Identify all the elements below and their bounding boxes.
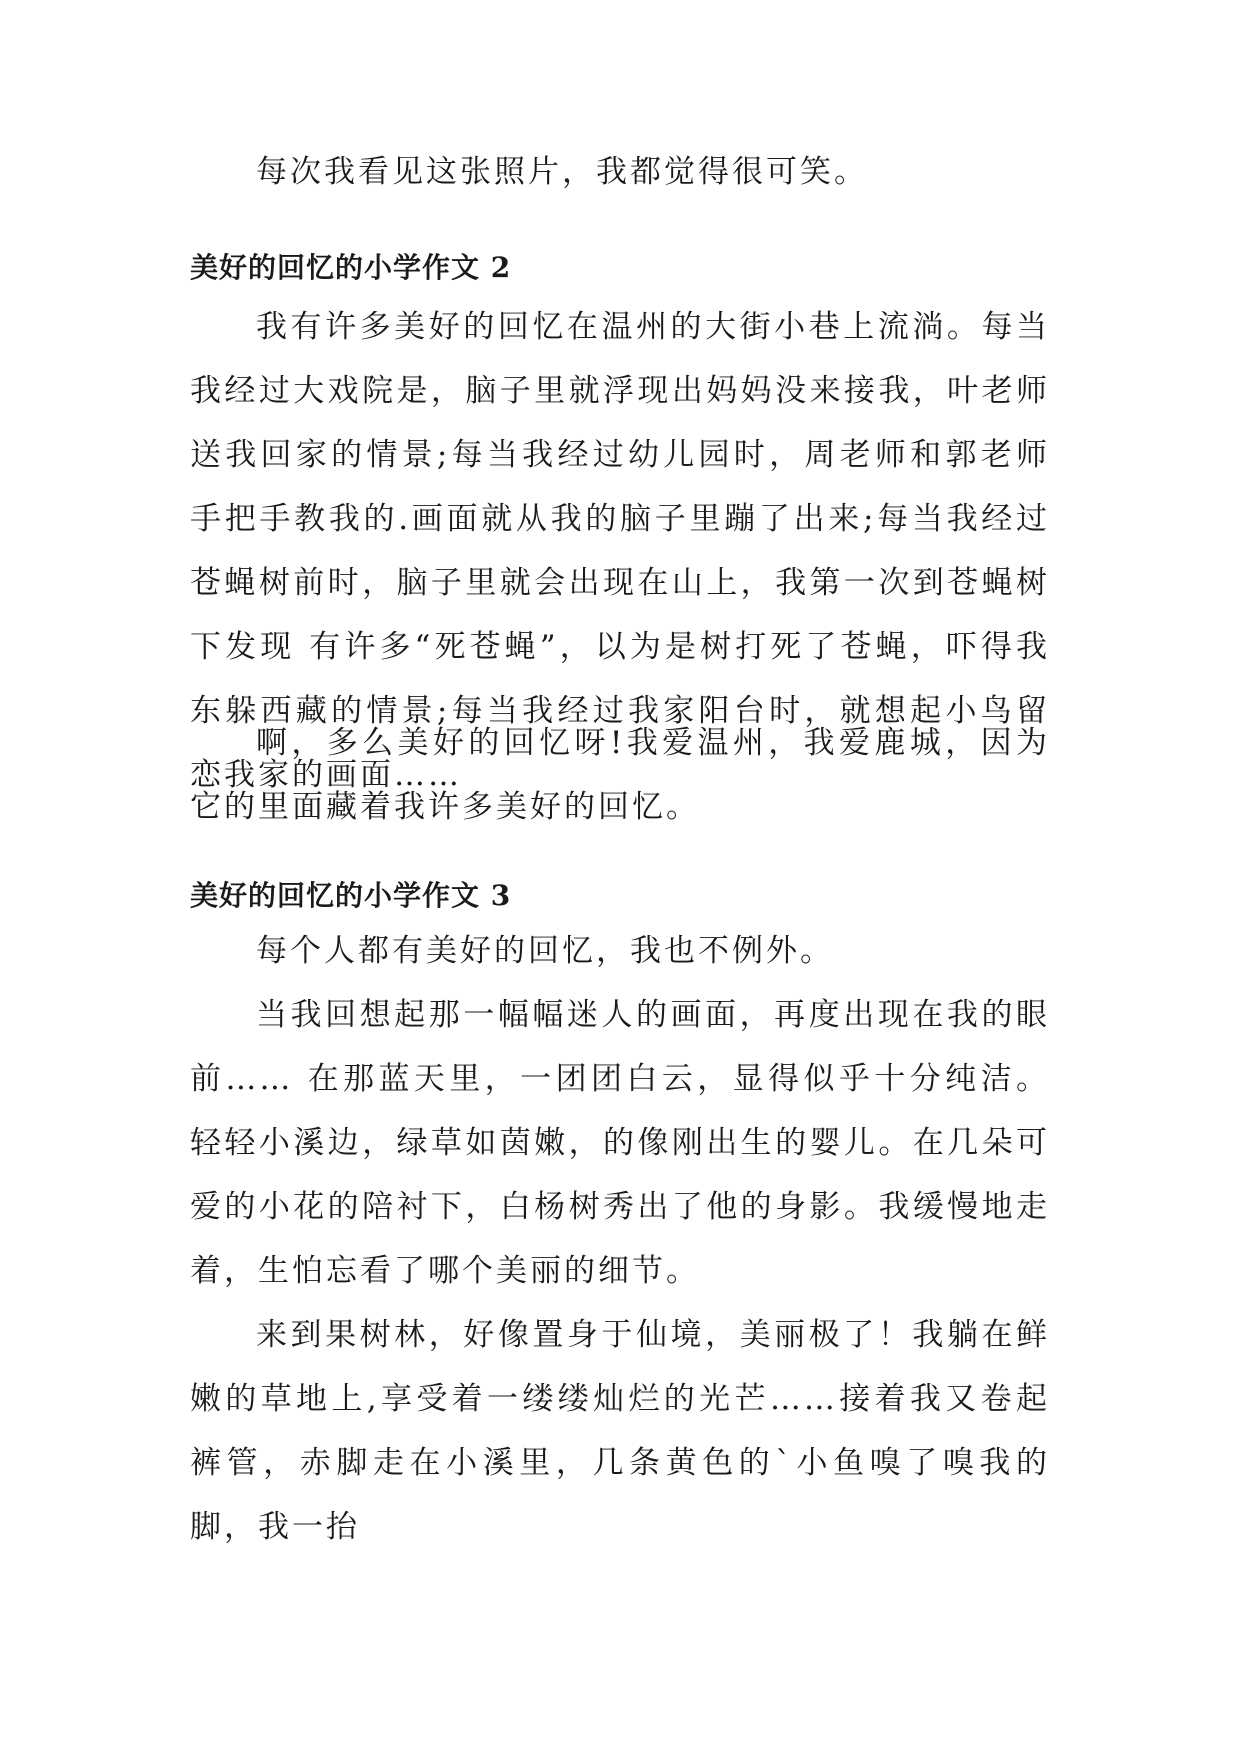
paragraph: 啊，多么美好的回忆呀!我爱温州，我爱鹿城，因为它的里面藏着我许多美好的回忆。 xyxy=(190,725,1050,825)
section-heading-3: 美好的回忆的小学作文 3 xyxy=(190,879,512,912)
document-page xyxy=(190,0,1050,1754)
section-heading-2: 美好的回忆的小学作文 2 xyxy=(190,251,512,284)
paragraph: 当我回想起那一幅幅迷人的画面，再度出现在我的眼前…… 在那蓝天里，一团团白云，显得似乎十分纯洁。轻轻小溪边，绿草如茵嫩，的像刚出生的婴儿。在几朵可爱的小花的陪衬下，白杨树秀出了他的身影。我缓慢地走着，生怕忘看了哪个美丽的细节。 xyxy=(190,997,1050,1289)
paragraph: 每次我看见这张照片，我都觉得很可笑。 xyxy=(256,154,868,190)
paragraph: 每个人都有美好的回忆，我也不例外。 xyxy=(256,933,834,969)
paragraph: 来到果树林，好像置身于仙境，美丽极了！我躺在鲜嫩的草地上,享受着一缕缕灿烂的光芒……接着我又卷起裤管，赤脚走在小溪里，几条黄色的`小鱼嗅了嗅我的脚，我一抬 xyxy=(190,1317,1050,1545)
paragraph: 我有许多美好的回忆在温州的大街小巷上流淌。每当我经过大戏院是，脑子里就浮现出妈妈没来接我，叶老师送我回家的情景;每当我经过幼儿园时，周老师和郭老师手把手教我的.画面就从我的脑子里蹦了出来;每当我经过苍蝇树前时，脑子里就会出现在山上，我第一次到苍蝇树下发现 有许多“死苍蝇”，以为是树打死了苍蝇，吓得我东躲西藏的情景;每当我经过我家阳台时，就想起小鸟留恋我家的画面…… xyxy=(190,309,1050,793)
